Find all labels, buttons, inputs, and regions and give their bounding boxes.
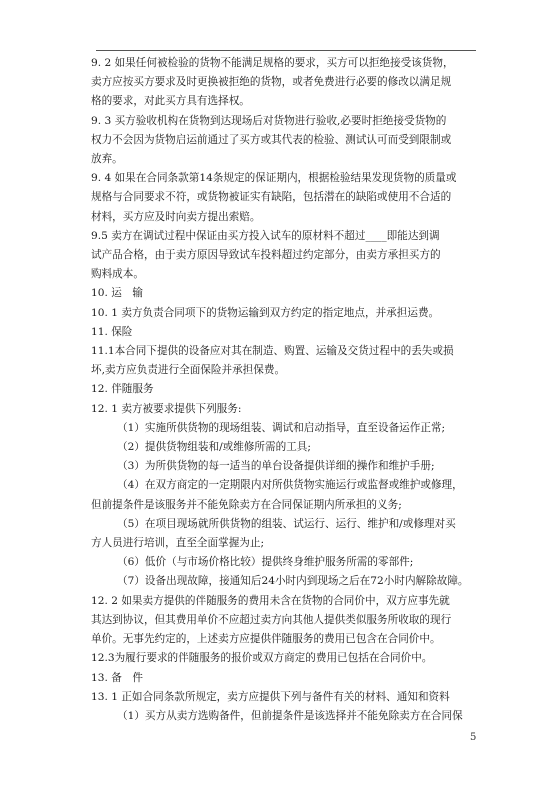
text-line: 11.1本合同下提供的设备应对其在制造、购置、运输及交货过程中的丢失或损 [91, 345, 454, 358]
list-item: （6）低价（与市场价格比较）提供终身维护服务所需的零部件; [117, 556, 414, 569]
list-item: （3）为所供货物的每一适当的单台设备提供详细的操作和维护手册; [117, 460, 435, 473]
text-line: 其达到协议，但其费用单价不应超过卖方向其他人提供类似服务所收取的现行 [91, 613, 452, 626]
text-line: 购料成本。 [91, 268, 144, 281]
text-line: 试产品合格，由于卖方原因导致试车投料超过约定部分，由卖方承担买方的 [91, 249, 441, 262]
list-item: （7）设备出现故障，接通知后24小时内到现场之后在72小时内解除故障。 [117, 575, 469, 588]
section-heading: 11. 保险 [91, 325, 133, 338]
list-item: （1）实施所供货物的现场组装、调试和启动指导，直至设备运作正常; [117, 421, 446, 434]
text-line: 单价。无事先约定的，上述卖方应提供伴随服务的费用已包含在合同价中。 [91, 633, 441, 646]
text-line: 12. 1 卖方被要求提供下列服务: [91, 402, 242, 415]
text-line: 12. 2 如果卖方提供的伴随服务的费用未含在货物的合同价中，双方应事先就 [91, 594, 450, 607]
text-line: 9. 4 如果在合同条款第14条规定的保证期内，根据检验结果发现货物的质量或 [91, 172, 457, 185]
text-line: 10. 1 卖方负责合同项下的货物运输到双方约定的指定地点，并承担运费。 [91, 306, 440, 319]
text-line: 格的要求，对此买方具有选择权。 [91, 95, 250, 108]
text-line: 规格与合同要求不符，或货物被证实有缺陷，包括潜在的缺陷或使用不合适的 [91, 191, 452, 204]
header-rule [96, 50, 476, 51]
body-text [91, 54, 483, 726]
text-line: 9. 3 买方验收机构在货物到达现场后对货物进行验收,必要时拒绝接受货物的 [91, 114, 447, 127]
text-line: 权力不会因为货物启运前通过了买方或其代表的检验、测试认可而受到限制或 [91, 133, 452, 146]
text-line: 12.3为履行要求的伴随服务的报价或双方商定的费用已包括在合同价中。 [91, 652, 433, 665]
text-line: 材料，买方应及时向卖方提出索赔。 [91, 210, 261, 223]
text-line: 卖方应按买方要求及时更换被拒绝的货物，或者免费进行必要的修改以满足规 [91, 76, 452, 89]
list-item: （5）在项目现场就所供货物的组装、试运行、运行、维护和/或修理对买 [117, 517, 456, 530]
section-heading: 12. 伴随服务 [91, 383, 154, 396]
section-heading: 13. 备 件 [91, 671, 143, 684]
text-line: 方人员进行培训，直至全面掌握为止; [91, 537, 265, 550]
section-heading: 10. 运 输 [91, 287, 143, 300]
text-line: 坏,卖方应负责进行全面保险并承担保费。 [91, 364, 286, 377]
text-line: 9.5 卖方在调试过程中保证由买方投入试车的原材料不超过____即能达到调 [91, 229, 440, 242]
list-item: （1）买方从卖方选购备件，但前提条件是该选择并不能免除卖方在合同保 [117, 709, 463, 722]
text-line: 但前提条件是该服务并不能免除卖方在合同保证期内所承担的义务; [91, 498, 402, 511]
list-item: （4）在双方商定的一定期限内对所供货物实施运行或监督或维护或修理， [117, 479, 463, 492]
text-line: 13. 1 正如合同条款所规定，卖方应提供下列与备件有关的材料、通知和资料 [91, 690, 450, 703]
text-line: 9. 2 如果任何被检验的货物不能满足规格的要求，买方可以拒绝接受该货物， [91, 57, 454, 69]
list-item: （2）提供货物组装和/或维修所需的工具; [117, 441, 311, 454]
page-number: 5 [470, 732, 477, 743]
text-line: 放弃。 [91, 153, 123, 166]
